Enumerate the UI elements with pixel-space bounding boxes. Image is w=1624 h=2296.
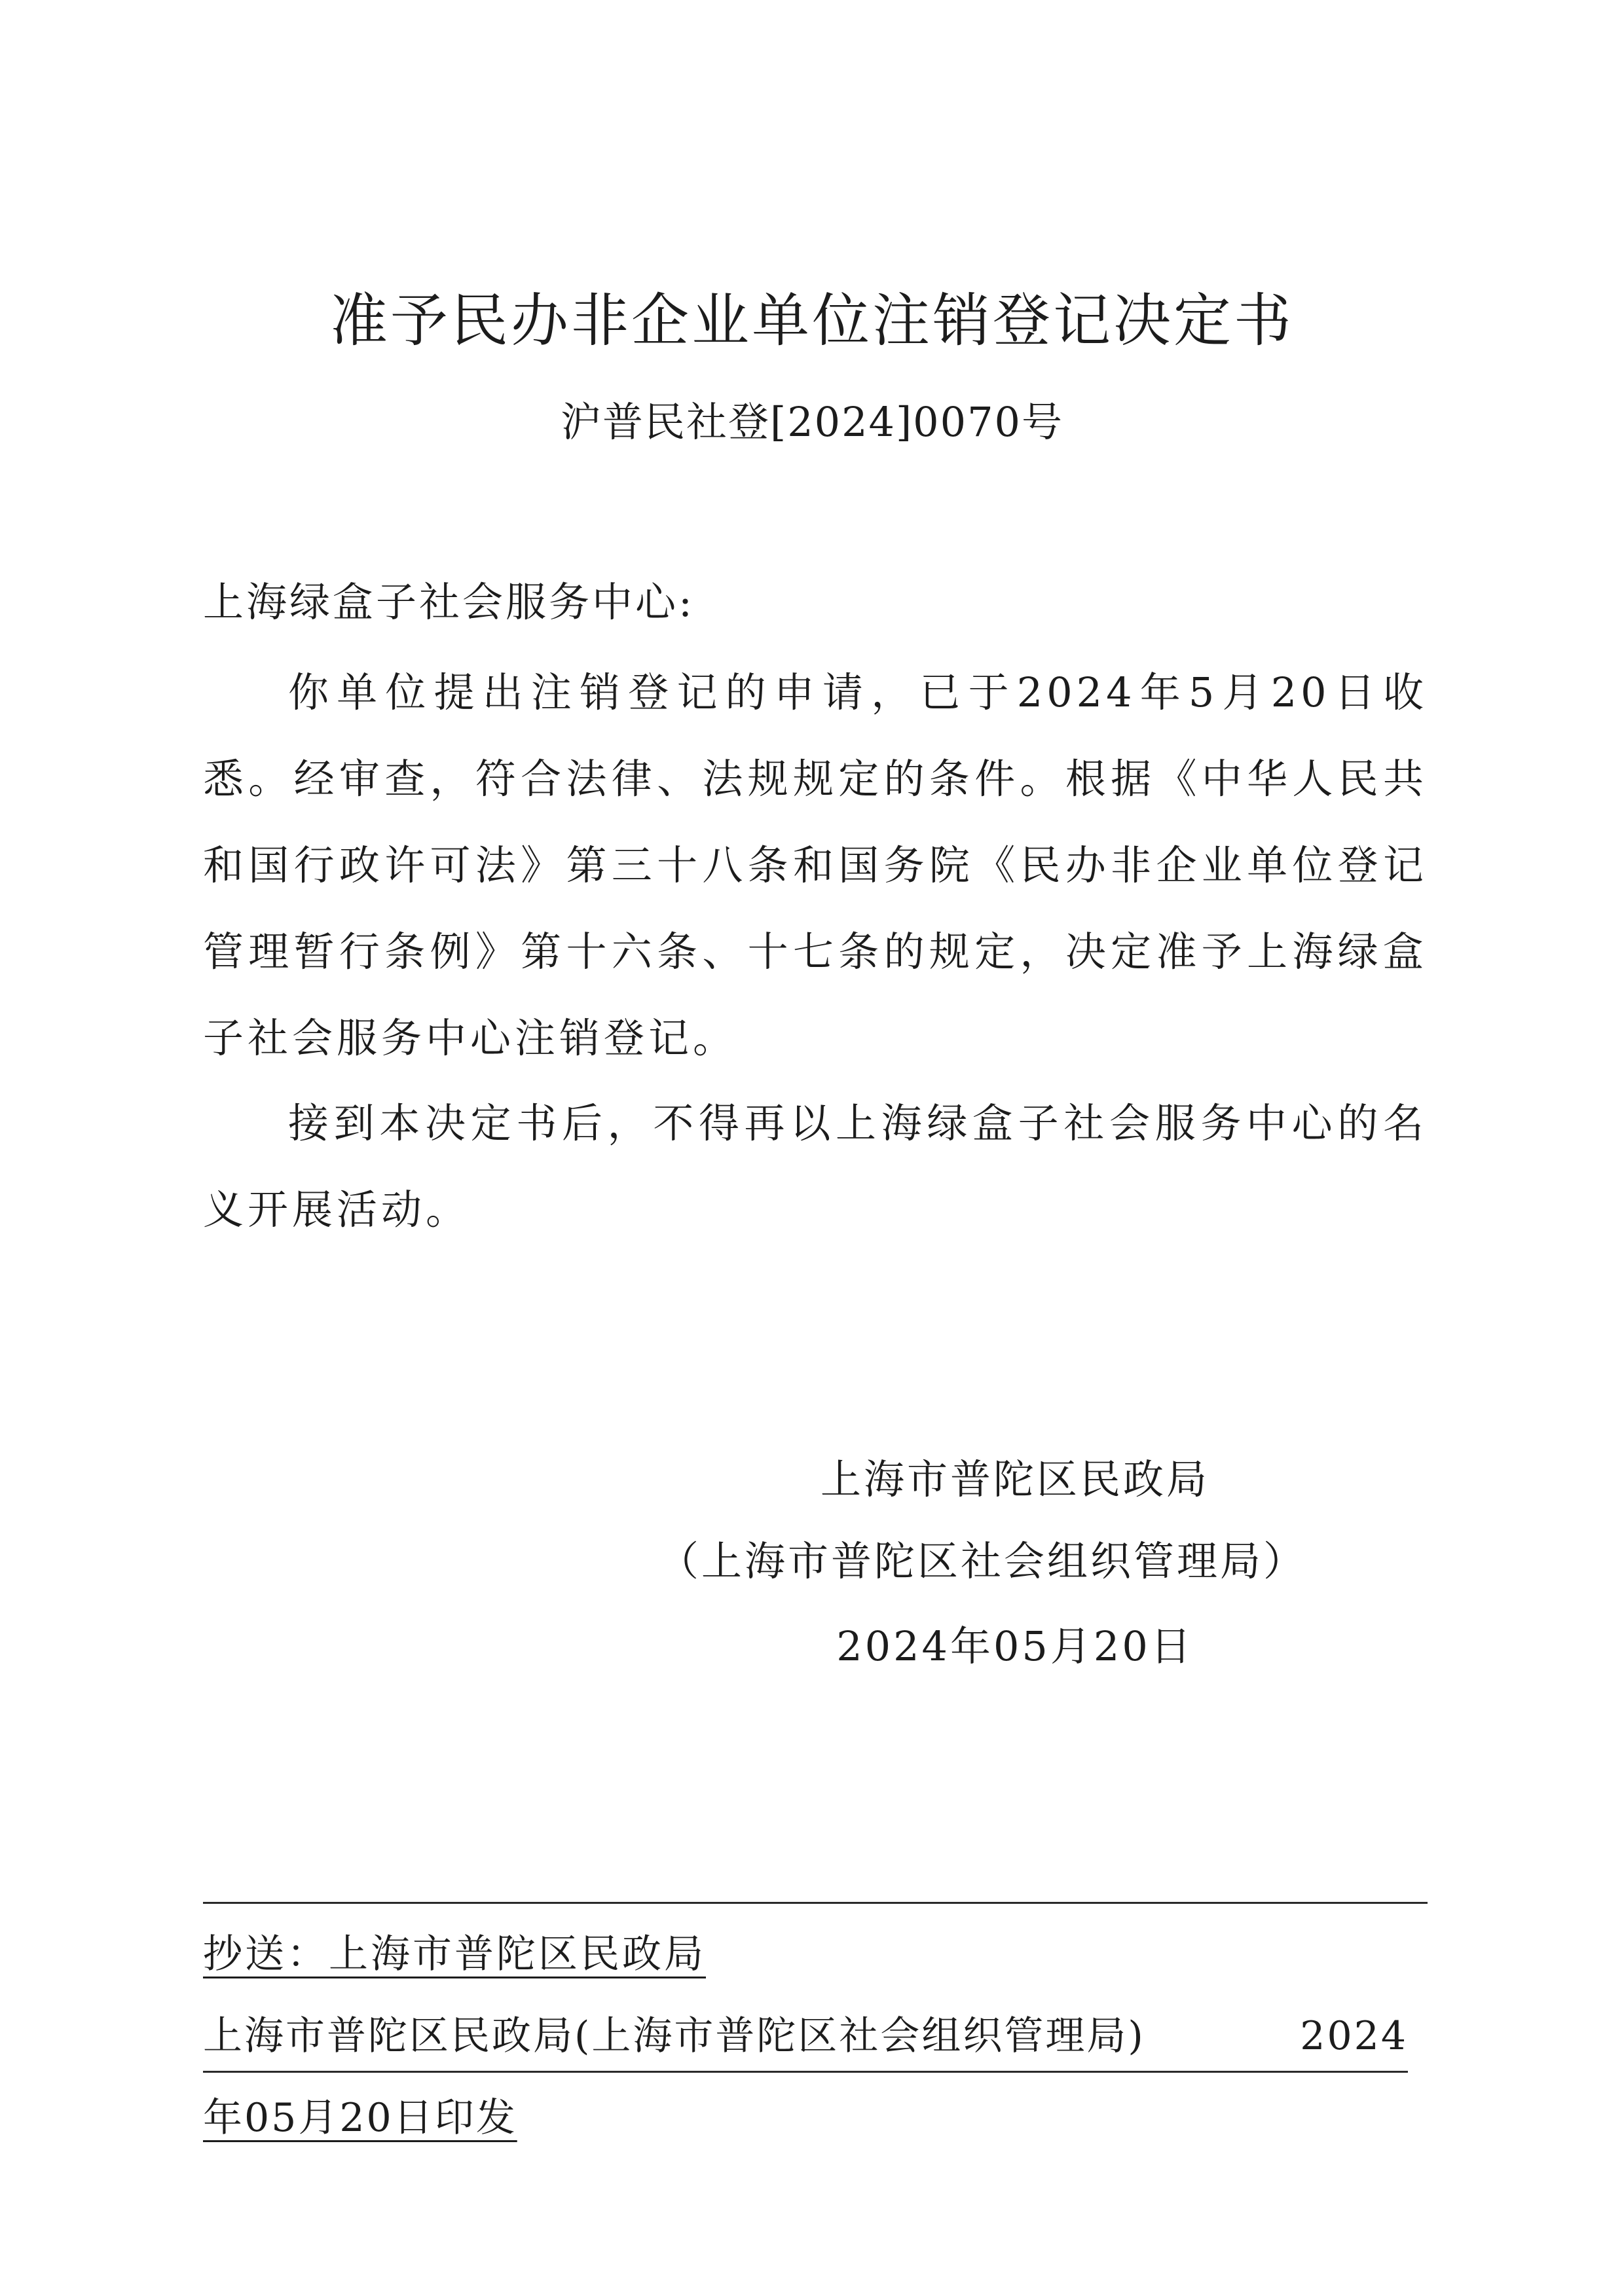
issue-year: 2024 xyxy=(1300,2013,1408,2059)
salutation: 上海绿盒子社会服务中心: xyxy=(203,578,695,626)
body-paragraph-decision: 你单位提出注销登记的申请，已于2024年5月20日收悉。经审查，符合法律、法规规定的条件。根据《中华人民共和国行政许可法》第三十八条和国务院《民办非企业单位登记管理暂行条例》第十六条、十七条的规定，决定准予上海绿盒子社会服务中心注销登记。 xyxy=(203,668,1428,1062)
cc-line: 抄送：上海市普陀区民政局 xyxy=(203,1931,706,1977)
issuer-line xyxy=(203,2007,1408,2073)
signature-date: 2024年05月20日 xyxy=(836,1622,1194,1670)
body-paragraph-notice: 接到本决定书后，不得再以上海绿盒子社会服务中心的名义开展活动。 xyxy=(203,1099,1428,1233)
signature-sub-organization: （上海市普陀区社会组织管理局） xyxy=(657,1537,1306,1585)
issued-date-line: 年05月20日印发 xyxy=(203,2095,517,2141)
document-number: 沪普民社登[2024]0070号 xyxy=(561,398,1063,446)
footer-divider xyxy=(203,1902,1428,1904)
issuer-name: 上海市普陀区民政局(上海市普陀区社会组织管理局) xyxy=(203,2013,1145,2059)
document-title: 准予民办非企业单位注销登记决定书 xyxy=(329,287,1294,354)
signature-organization: 上海市普陀区民政局 xyxy=(820,1455,1209,1503)
